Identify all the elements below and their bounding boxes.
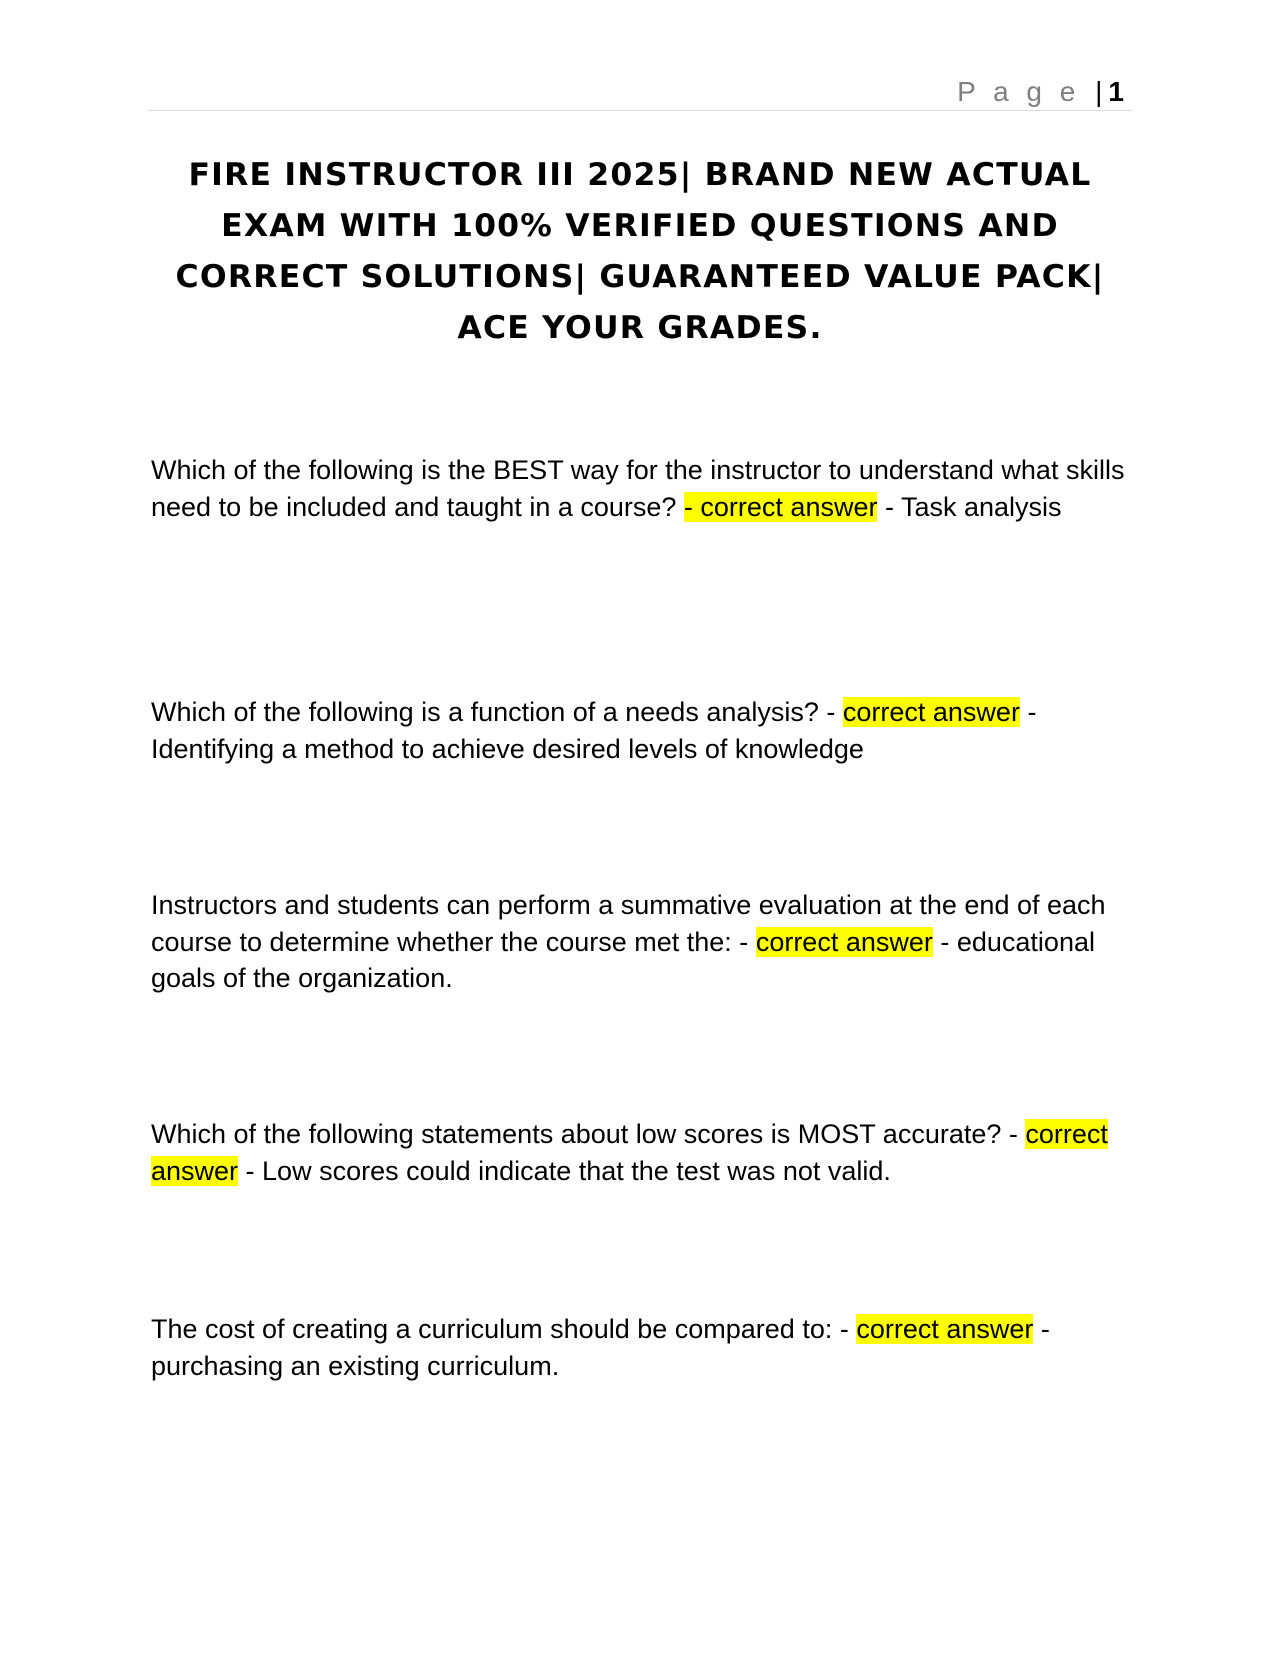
answer-text: - Task analysis [877,491,1062,522]
page-word: P a g e [957,76,1081,107]
answer-text: - purchasing an existing curriculum. [151,1314,1050,1381]
answer-text: - Low scores could indicate that the test was not valid. [238,1155,891,1186]
correct-answer-marker: correct answer [856,1314,1034,1344]
question-text: Which of the following is a function of a needs analysis? - [151,697,843,727]
question-text: The cost of creating a curriculum should be compared to: - [151,1314,857,1344]
correct-answer-marker: correct answer [151,1119,1108,1186]
correct-answer-marker: - correct answer [683,491,878,522]
document-title: FIRE INSTRUCTOR III 2025| BRAND NEW ACTUAL EXAM WITH 100% VERIFIED QUESTIONS AND CORRECT SOLUTIONS| GUARANTEED VALUE PACK| ACE YOUR GRADES. [175,157,1105,346]
correct-answer-marker: correct answer [755,926,933,957]
correct-answer-marker: correct answer [842,697,1020,727]
question-item [151,452,1131,525]
question-text: Instructors and students can perform a summative evaluation at the end of each course to determine whether the course met the: - [151,890,1106,957]
question-item [151,1116,1131,1189]
question-text: Which of the following is the BEST way for the instructor to understand what skills need to be included and taught in a course? [151,455,1125,522]
question-item [151,694,1131,767]
answer-text: - Identifying a method to achieve desired levels of knowledge [151,697,1037,764]
page-number: 1 [1108,76,1124,107]
page-header [148,70,1132,111]
question-item [151,887,1131,997]
answer-text: - educational goals of the organization. [151,926,1095,993]
question-text: Which of the following statements about low scores is MOST accurate? - [151,1119,1026,1149]
question-item [151,1311,1131,1384]
page-number-label [957,76,1124,108]
page-separator: | [1095,76,1103,107]
